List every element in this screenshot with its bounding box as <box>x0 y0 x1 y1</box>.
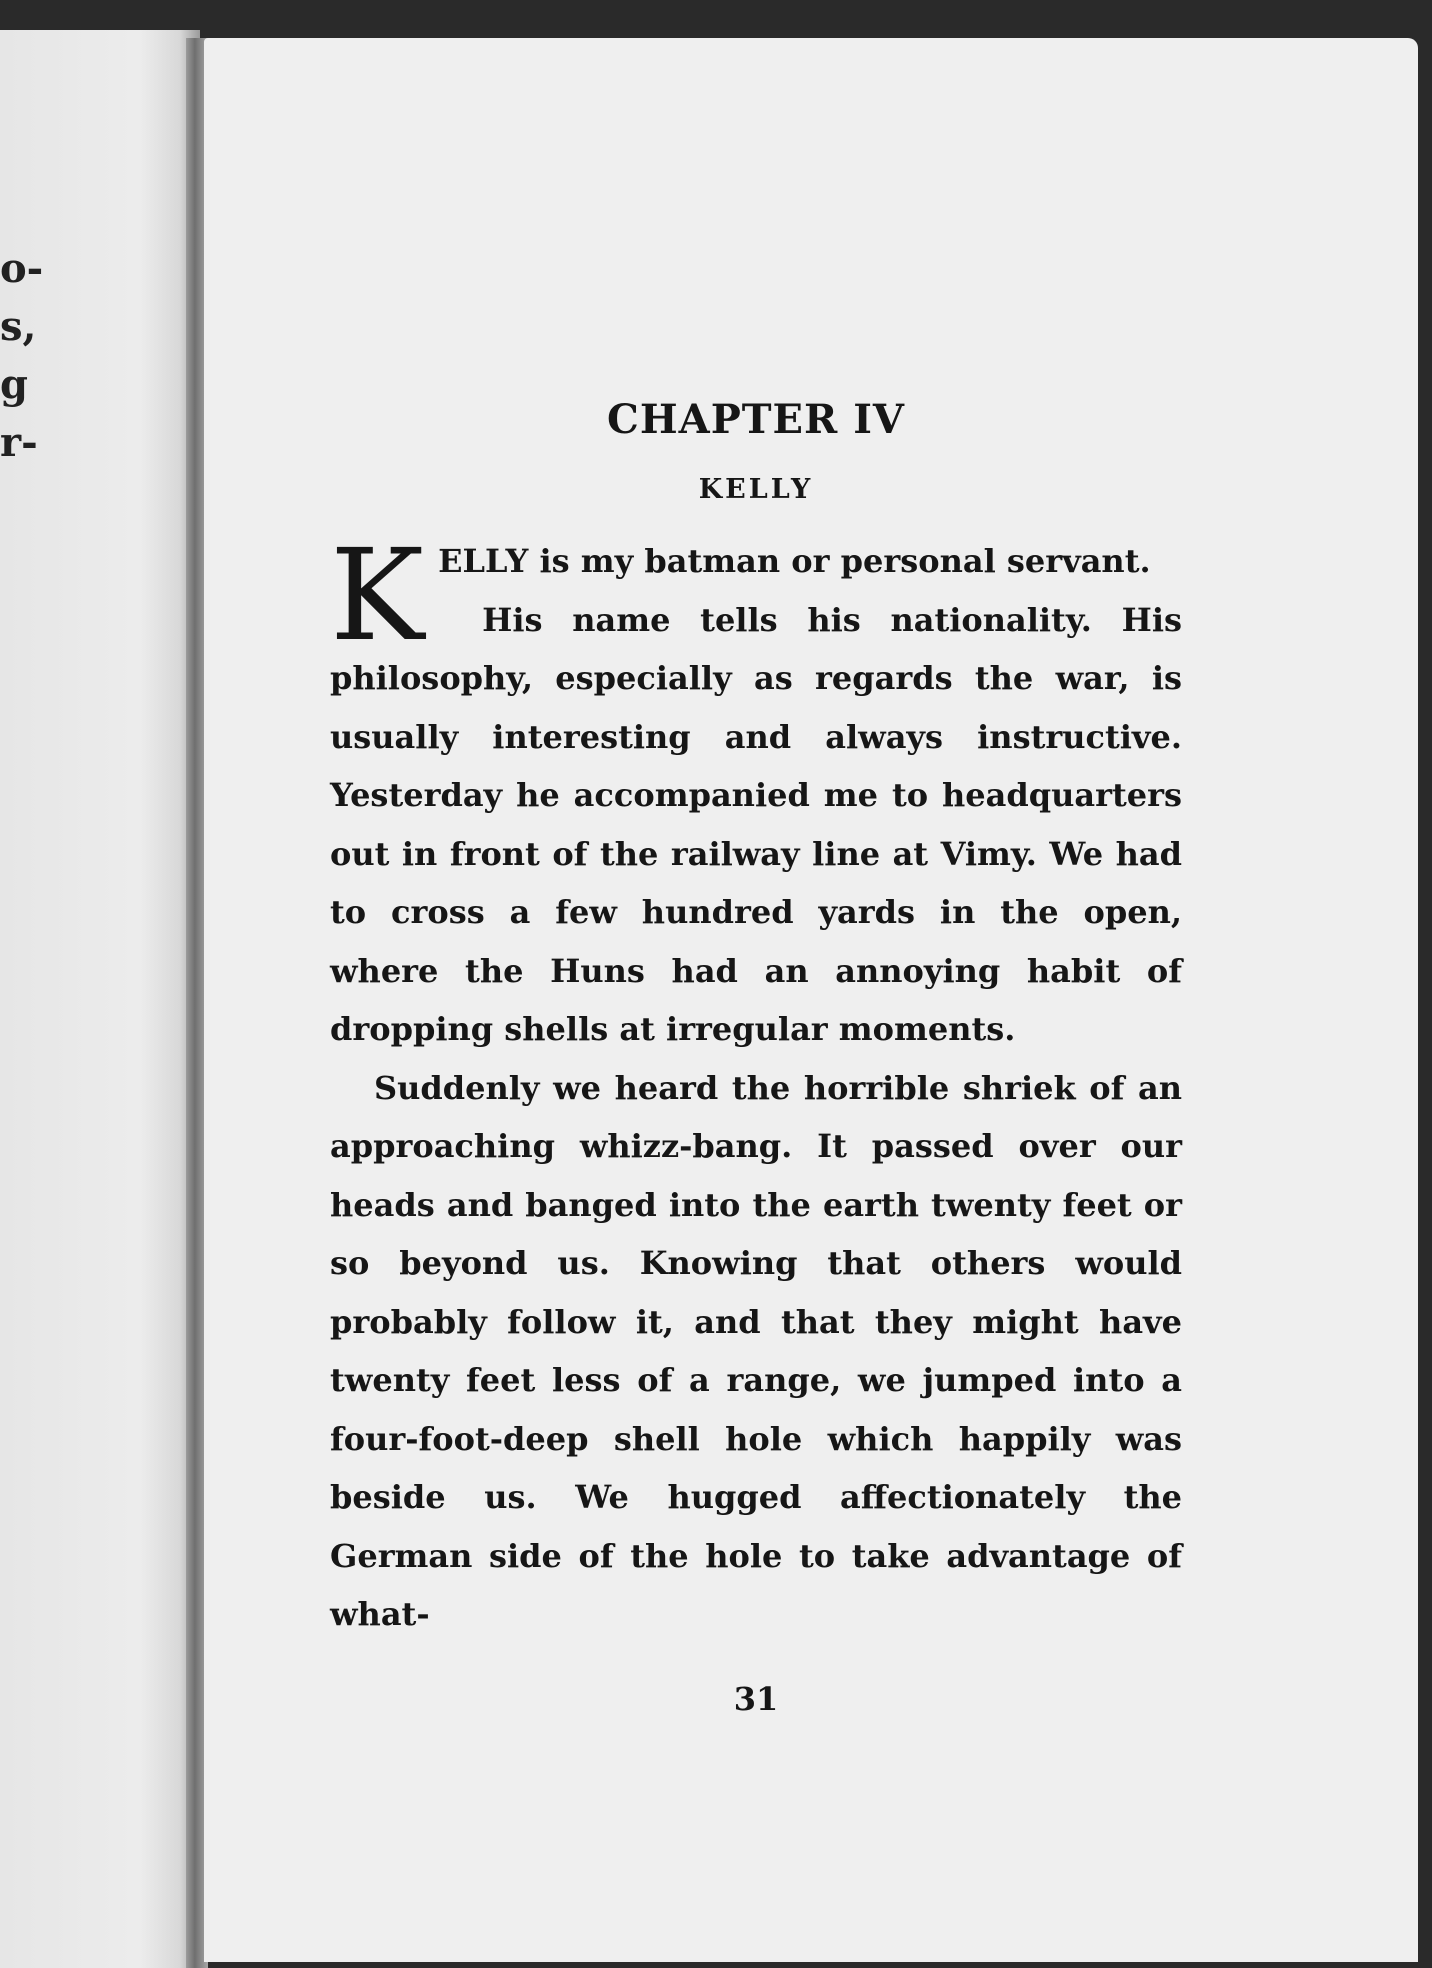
paragraph-2: His name tells his nationality. His philosophy, especially as regards the war, is usually interesting and always instructive. Yesterday he accompanied me to headquarters out in front of the railway line at Vimy. We had to cross a few hundred yards in the open, where the Huns had an annoying habit of dropping shells at irregular moments. <box>330 600 1182 1048</box>
page-number: 31 <box>733 1680 779 1718</box>
left-fragment: s, <box>0 303 37 350</box>
left-page-text-fragments <box>0 240 43 472</box>
paragraph-3: Suddenly we heard the horrible shriek of an approaching whizz-bang. It passed over our heads and banged into the earth twenty feet or so beyond us. Knowing that others would probably follow it, and that they might have twenty feet less of a range, we jumped into a four-foot-deep shell hole which happily was beside us. We hugged affectionately the German side of the hole to take advantage of what- <box>330 1068 1182 1633</box>
paragraph-1 <box>330 522 1182 669</box>
page-text-block <box>330 390 1182 1644</box>
left-fragment: g <box>0 361 28 408</box>
chapter-subtitle: KELLY <box>698 474 814 505</box>
paragraph-1-text: ELLY is my batman or personal servant. <box>438 542 1151 580</box>
chapter-title: CHAPTER IV <box>607 396 905 443</box>
left-page <box>0 30 200 1968</box>
drop-cap: K <box>330 522 425 669</box>
left-fragment: r- <box>0 419 38 466</box>
left-fragment: o- <box>0 245 44 292</box>
